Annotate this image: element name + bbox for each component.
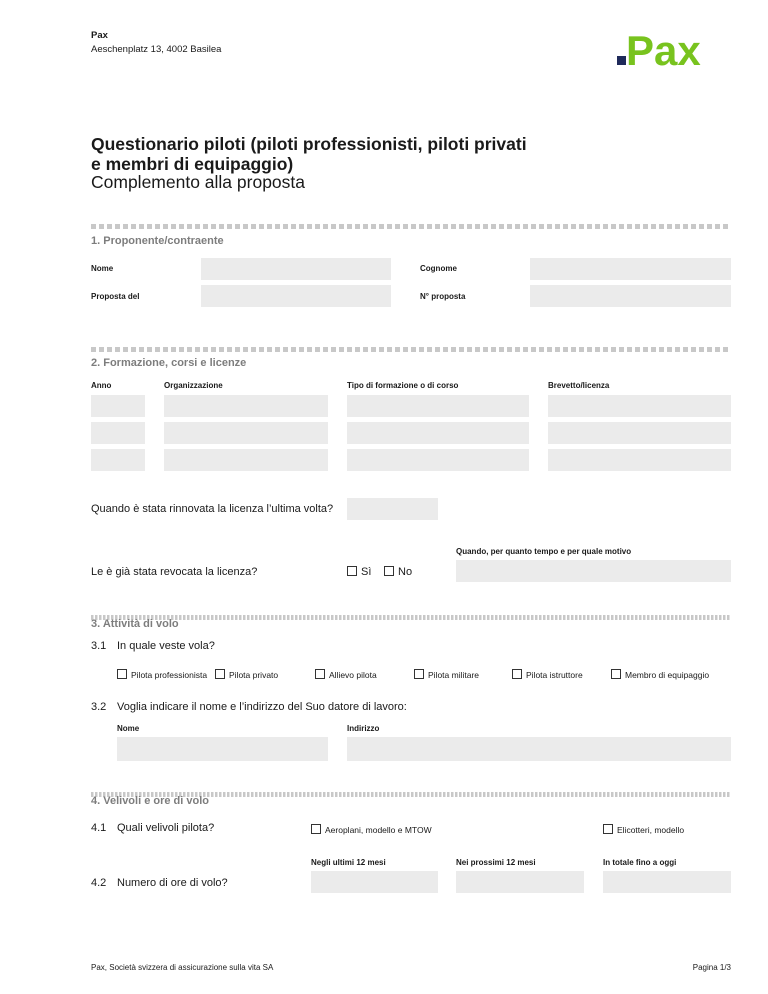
datore-nome-field[interactable] [117, 737, 328, 761]
ultimi-12-mesi-label: Negli ultimi 12 mesi [311, 858, 386, 867]
no-label: No [398, 566, 413, 578]
q42-number: 4.2 [91, 877, 107, 889]
q31-number: 3.1 [91, 640, 107, 652]
brevetto-field-3[interactable] [548, 449, 731, 471]
company-address: Aeschenplatz 13, 4002 Basilea [91, 44, 222, 55]
quando-label: Quando, per quanto tempo e per quale motivo [456, 547, 632, 556]
q42-question: Numero di ore di volo? [117, 877, 228, 889]
n-proposta-field[interactable] [530, 285, 731, 307]
cognome-label: Cognome [420, 264, 457, 273]
section-2-heading: 2. Formazione, corsi e licenze [91, 357, 247, 369]
no-checkbox[interactable] [384, 566, 394, 576]
quando-field[interactable] [456, 560, 731, 582]
section-1-heading: 1. Proponente/contraente [91, 235, 224, 247]
organizzazione-field-2[interactable] [164, 422, 328, 444]
prossimi-12-mesi-label: Nei prossimi 12 mesi [456, 858, 536, 867]
tipo-field-2[interactable] [347, 422, 529, 444]
organizzazione-field-1[interactable] [164, 395, 328, 417]
datore-indirizzo-field[interactable] [347, 737, 731, 761]
datore-nome-label: Nome [117, 724, 140, 733]
col-tipo-label: Tipo di formazione o di corso [347, 381, 459, 390]
nome-field[interactable] [201, 258, 391, 280]
q41-question: Quali velivoli pilota? [117, 822, 215, 834]
section-divider [91, 784, 731, 789]
tipo-field-1[interactable] [347, 395, 529, 417]
footer-page-number: Pagina 1/3 [692, 963, 731, 972]
ore-prossimi-12-mesi-field[interactable] [456, 871, 584, 893]
pilota-istruttore-checkbox[interactable] [512, 669, 522, 679]
form-subtitle: Complemento alla proposta [91, 172, 306, 192]
tipo-field-3[interactable] [347, 449, 529, 471]
aeroplani-label: Aeroplani, modello e MTOW [325, 825, 432, 835]
membro-equipaggio-checkbox[interactable] [611, 669, 621, 679]
col-anno-label: Anno [91, 381, 112, 390]
company-name: Pax [91, 30, 108, 41]
organizzazione-field-3[interactable] [164, 449, 328, 471]
section-4-heading: 4. Velivoli e ore di volo [91, 795, 209, 807]
pilota-privato-checkbox[interactable] [215, 669, 225, 679]
anno-field-1[interactable] [91, 395, 145, 417]
si-checkbox[interactable] [347, 566, 357, 576]
q31-question: In quale veste vola? [117, 640, 215, 652]
brevetto-field-1[interactable] [548, 395, 731, 417]
section-divider [91, 339, 731, 344]
aeroplani-checkbox[interactable] [311, 824, 321, 834]
n-proposta-label: N° proposta [420, 292, 466, 301]
pilota-professionista-label: Pilota professionista [131, 670, 208, 680]
section-divider [91, 607, 731, 612]
revocata-question: Le è già stata revocata la licenza? [91, 566, 258, 578]
pilota-istruttore-label: Pilota istruttore [526, 670, 583, 680]
ore-totale-field[interactable] [603, 871, 731, 893]
pax-logo [614, 29, 734, 74]
pilota-militare-label: Pilota militare [428, 670, 480, 680]
elicotteri-checkbox[interactable] [603, 824, 613, 834]
nome-label: Nome [91, 264, 114, 273]
allievo-pilota-checkbox[interactable] [315, 669, 325, 679]
form-title-line2: e membri di equipaggio) [91, 154, 294, 174]
pilota-privato-label: Pilota privato [229, 670, 279, 680]
rinnovata-question: Quando è stata rinnovata la licenza l’ultima volta? [91, 503, 334, 515]
anno-field-3[interactable] [91, 449, 145, 471]
cognome-field[interactable] [530, 258, 731, 280]
proposta-del-field[interactable] [201, 285, 391, 307]
col-brevetto-label: Brevetto/licenza [548, 381, 610, 390]
col-organizzazione-label: Organizzazione [164, 381, 223, 390]
elicotteri-label: Elicotteri, modello [617, 825, 685, 835]
section-3-heading: 3. Attività di volo [91, 618, 179, 630]
datore-indirizzo-label: Indirizzo [347, 724, 380, 733]
rinnovata-field[interactable] [347, 498, 438, 520]
q32-number: 3.2 [91, 701, 107, 713]
pilota-professionista-checkbox[interactable] [117, 669, 127, 679]
section-divider [91, 216, 731, 221]
si-label: Sì [361, 566, 372, 578]
anno-field-2[interactable] [91, 422, 145, 444]
form-title-line1: Questionario piloti (piloti professionisti, piloti privati [91, 134, 527, 154]
proposta-del-label: Proposta del [91, 292, 140, 301]
svg-text:Pax: Pax [626, 29, 701, 69]
totale-label: In totale fino a oggi [603, 858, 677, 867]
pilota-militare-checkbox[interactable] [414, 669, 424, 679]
pax-logo-icon [614, 29, 734, 69]
allievo-pilota-label: Allievo pilota [329, 670, 377, 680]
q41-number: 4.1 [91, 822, 107, 834]
q32-question: Voglia indicare il nome e l’indirizzo del Suo datore di lavoro: [117, 701, 407, 713]
form-title [91, 134, 527, 174]
footer-company: Pax, Società svizzera di assicurazione sulla vita SA [91, 963, 274, 972]
membro-equipaggio-label: Membro di equipaggio [625, 670, 710, 680]
brevetto-field-2[interactable] [548, 422, 731, 444]
ore-ultimi-12-mesi-field[interactable] [311, 871, 438, 893]
